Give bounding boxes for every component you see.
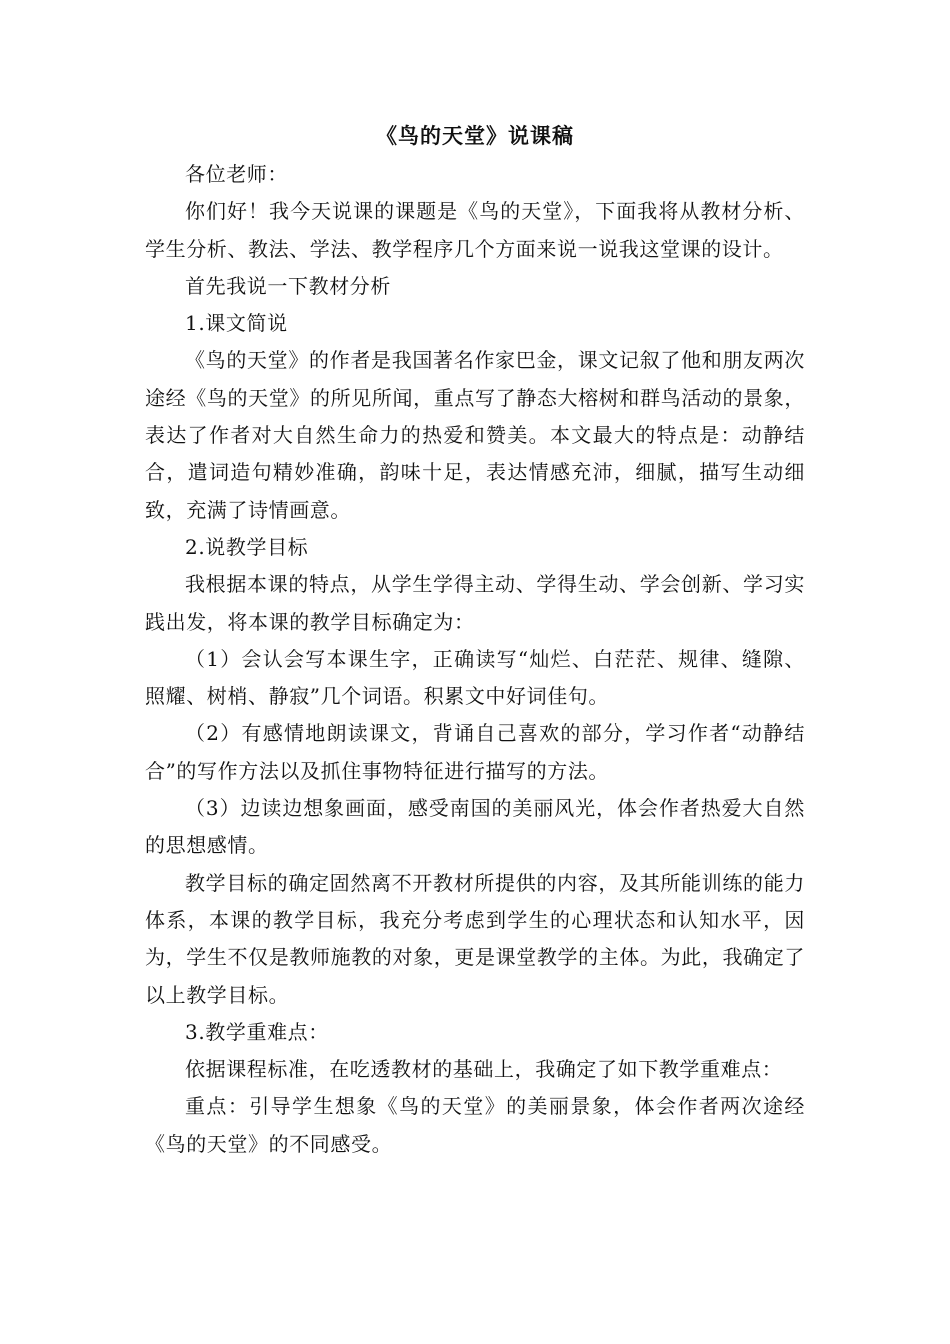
section-heading-teaching-goals: 2.说教学目标 [185, 534, 309, 559]
goal-item-3: （3）边读边想象画面，感受南国的美丽风光，体会作者热爱大自然的思想感情。 [145, 796, 805, 858]
paragraph-greeting: 各位老师： [185, 162, 288, 186]
paragraph-text-overview: 《鸟的天堂》的作者是我国著名作家巴金，课文记叙了他和朋友两次途经《鸟的天堂》的所见所闻，重点写了静态大榕树和群鸟活动的景象，表达了作者对大自然生命力的热爱和赞美。本文最大的特点是：动静结合，遣词造句精妙准确，韵味十足，表达情感充沛，细腻，描写生动细致，充满了诗情画意。 [145, 348, 805, 522]
paragraph-textbook-analysis-heading: 首先我说一下教材分析 [185, 273, 391, 298]
goal-item-1: （1）会认会写本课生字，正确读写“灿烂、白茫茫、规律、缝隙、照耀、树梢、静寂”几个词语。积累文中好词佳句。 [145, 646, 805, 709]
section-heading-text-overview: 1.课文简说 [185, 311, 288, 336]
document-title: 《鸟的天堂》说课稿 [376, 124, 574, 148]
paragraph-intro: 你们好！我今天说课的课题是《鸟的天堂》，下面我将从教材分析、学生分析、教法、学法、教学程序几个方面来说一说我这堂课的设计。 [145, 199, 805, 261]
document-body [145, 156, 805, 1163]
paragraph-goals-intro: 我根据本课的特点，从学生学得主动、学得生动、学会创新、学习实践出发，将本课的教学目标确定为： [145, 572, 805, 634]
paragraph-goals-rationale: 教学目标的确定固然离不开教材所提供的内容，及其所能训练的能力体系，本课的教学目标，我充分考虑到学生的心理状态和认知水平，因为，学生不仅是教师施教的对象，更是课堂教学的主体。为此，我确定了以上教学目标。 [145, 870, 805, 1007]
paragraph-key-points-intro: 依据课程标准，在吃透教材的基础上，我确定了如下教学重难点： [185, 1057, 783, 1082]
paragraph-key-point: 重点：引导学生想象《鸟的天堂》的美丽景象，体会作者两次途经《鸟的天堂》的不同感受。 [145, 1094, 805, 1156]
goal-item-2: （2）有感情地朗读课文，背诵自己喜欢的部分，学习作者“动静结合”的写作方法以及抓住事物特征进行描写的方法。 [145, 721, 805, 783]
section-heading-key-points: 3.教学重难点： [185, 1019, 329, 1044]
